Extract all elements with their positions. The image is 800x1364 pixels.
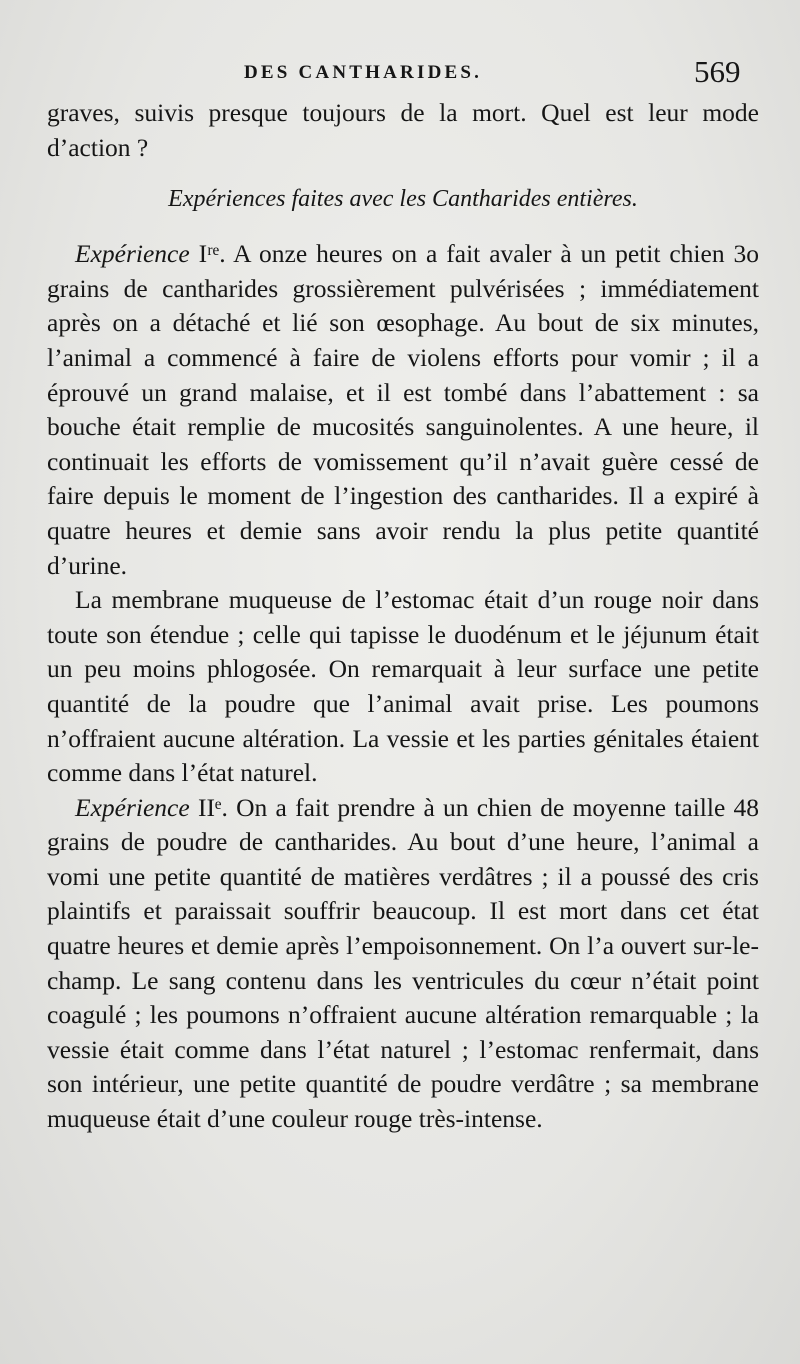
page-number: 569: [694, 54, 741, 89]
running-head: [0, 52, 800, 92]
experience-2-number: IIᵉ.: [197, 792, 228, 822]
body-text: [47, 96, 759, 1137]
experience-2-label: Expérience: [75, 792, 190, 822]
opening-paragraph: graves, suivis presque toujours de la mort. Quel est leur mode d’action ?: [47, 98, 759, 162]
experience-2-paragraph: [47, 791, 759, 1137]
experience-1-text: A onze heures on a fait avaler à un petit chien 3o grains de cantharides grossièrement pulvérisées ; immédiatement après on a détaché et lié son œsophage. Au bout de six minutes, l’animal a commencé à faire de violens efforts pour vomir ; il a éprouvé un grand malaise, et il est tombé dans l’abattement : sa bouche était remplie de mucosités sanguinolentes. A une heure, il continuait les efforts de vomissement qu’il n’avait guère cessé de faire depuis le moment de l’ingestion des cantharides. Il a expiré à quatre heures et demie sans avoir rendu la plus petite quantité d’urine.: [47, 239, 760, 580]
experience-2-text: On a fait prendre à un chien de moyenne taille 48 grains de poudre de cantharides. Au bout d’une heure, l’animal a vomi une petite quantité de matières verdâtres ; il a poussé des cris plaintifs et paraissait souffrir beaucoup. Il est mort dans cet état quatre heures et demie après l’empoisonnement. On l’a ouvert sur-le-champ. Le sang contenu dans les ventricules du cœur n’était point coagulé ; les poumons n’offraient aucune altération remarquable ; la vessie était comme dans l’état naturel ; l’estomac renfermait, dans son intérieur, une petite quantité de poudre verdâtre ; sa membrane muqueuse était d’une couleur rouge très-intense.: [47, 792, 760, 1134]
experience-1-paragraph: [47, 237, 759, 583]
section-heading: Expériences faites avec les Cantharides entières.: [168, 186, 638, 213]
experience-1-number: Iʳᵉ.: [198, 239, 226, 269]
experience-1-label: Expérience: [75, 239, 190, 269]
observation-paragraph: La membrane muqueuse de l’estomac était d’un rouge noir dans toute son étendue ; celle qui tapisse le duodénum et le jéjunum était un peu moins phlogosée. On remarquait à leur surface une petite quantité de la poudre que l’animal avait prise. Les poumons n’offraient aucune altération. La vessie et les parties génitales étaient comme dans l’état naturel.: [47, 585, 759, 788]
running-head-title: DES CANTHARIDES.: [244, 62, 483, 83]
